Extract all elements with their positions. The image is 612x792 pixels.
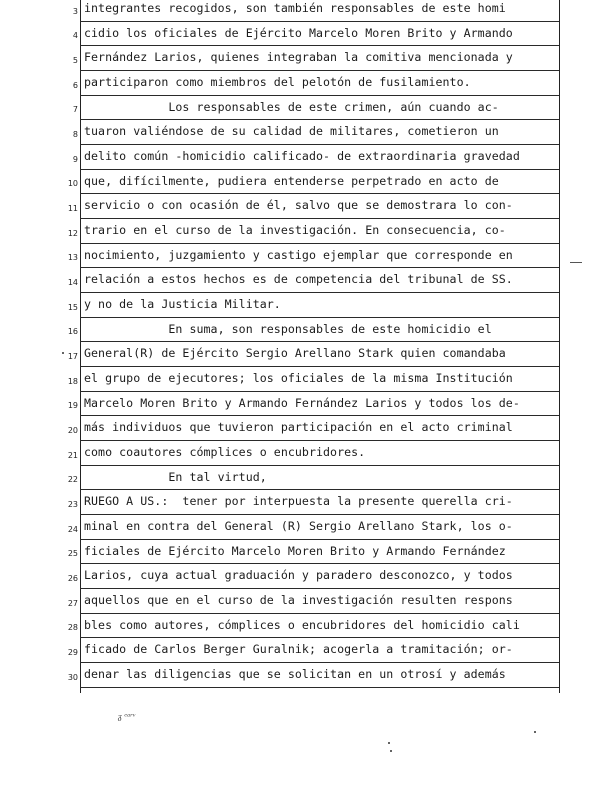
text-line: Fernández Larios, quienes integraban la comitiva mencionada y [84,50,513,65]
line-number: 23 [67,500,78,510]
line-number: 12 [67,228,78,238]
line-number: 29 [67,648,78,658]
text-line: Marcelo Moren Brito y Armando Fernández Larios y todos los de- [84,395,520,410]
handwritten-initials: ᵹ ᶜᵃʳᵛ [118,712,136,721]
text-line: y no de la Justicia Militar. [84,297,281,312]
text-line: tuaron valiéndose de su calidad de militares, cometieron un [84,124,499,139]
text-line: trario en el curso de la investigación. En consecuencia, co- [84,223,506,238]
text-line: servicio o con ocasión de él, salvo que se demostrara lo con- [84,198,513,213]
line-number: 21 [67,450,78,460]
line-number: 17 [67,352,78,362]
line-number: 10 [67,179,78,189]
text-line: bles como autores, cómplices o encubridores del homicidio cali [84,617,520,632]
text-line: integrantes recogidos, son también responsables de este homi [84,1,506,15]
text-line: denar las diligencias que se solicitan en un otrosí y además [84,667,506,682]
text-line: Los responsables de este crimen, aún cuando ac- [84,99,499,114]
text-line: delito común -homicidio calificado- de extraordinaria gravedad [84,149,520,164]
line-number: 6 [72,80,78,90]
ruled-line [80,687,559,688]
text-line: como coautores cómplices o encubridores. [84,445,366,460]
scan-speck [390,750,392,752]
line-number: 3 [72,6,78,16]
line-number: 26 [67,574,78,584]
line-number: 16 [67,327,78,337]
line-number: 15 [67,302,78,312]
text-line: relación a estos hechos es de competencia del tribunal de SS. [84,272,513,287]
scan-speck [534,731,536,733]
text-line: ficado de Carlos Berger Guralnik; acogerla a tramitación; or- [84,642,513,657]
text-line: En tal virtud, [84,469,267,484]
text-line: el grupo de ejecutores; los oficiales de la misma Institución [84,371,513,386]
line-number: 9 [72,154,78,164]
line-number: 7 [72,105,78,115]
text-line: Larios, cuya actual graduación y paradero desconozco, y todos [84,568,513,583]
line-number: 27 [67,598,78,608]
scan-speck [62,352,64,354]
line-number: 25 [67,549,78,559]
line-number: 22 [67,475,78,485]
scan-speck [388,742,390,744]
line-number: 5 [72,56,78,65]
line-number: 8 [72,130,78,140]
line-number: 13 [67,253,78,263]
line-number: 24 [67,524,78,534]
text-line: General(R) de Ejército Sergio Arellano Stark quien comandaba [84,346,506,361]
line-number: 14 [67,278,78,288]
line-number: 11 [67,204,78,214]
text-line: más individuos que tuvieron participación en el acto criminal [84,420,513,435]
text-line: que, difícilmente, pudiera entenderse perpetrado en acto de [84,173,499,188]
text-line: cidio los oficiales de Ejército Marcelo Moren Brito y Armando [84,25,513,40]
line-number: 20 [67,426,78,436]
line-number: 4 [72,31,78,41]
text-line: aquellos que en el curso de la investigación resulten respons [84,593,513,608]
text-line: RUEGO A US.: tener por interpuesta la presente querella cri- [84,494,513,509]
text-line: nocimiento, juzgamiento y castigo ejemplar que corresponde en [84,247,513,262]
line-number: 18 [67,376,78,386]
line-number: 19 [67,401,78,411]
text-line: participaron como miembros del pelotón de fusilamiento. [84,75,471,89]
text-line: minal en contra del General (R) Sergio Arellano Stark, los o- [84,519,513,534]
line-number: 28 [67,623,78,633]
margin-mark [570,262,582,263]
text-line: ficiales de Ejército Marcelo Moren Brito y Armando Fernández [84,543,506,558]
text-line: En suma, son responsables de este homicidio el [84,321,492,336]
line-number: 30 [67,672,78,682]
